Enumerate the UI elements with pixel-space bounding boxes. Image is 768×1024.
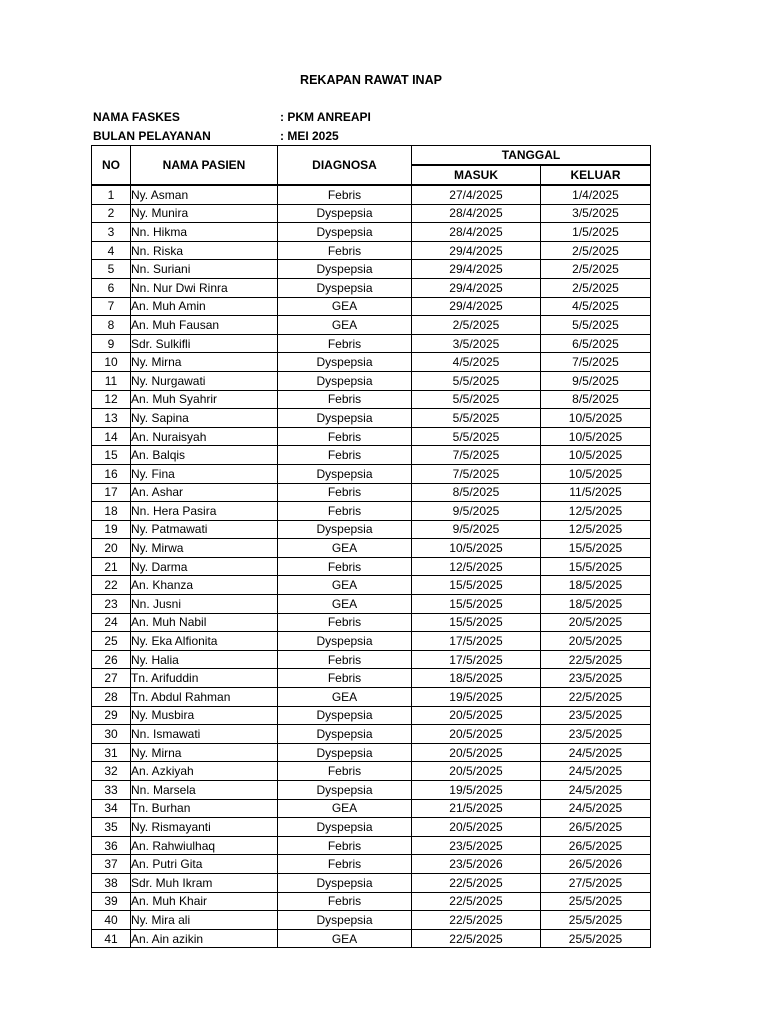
cell-nama-pasien: Nn. Riska (131, 241, 278, 260)
cell-tanggal-masuk: 20/5/2025 (412, 706, 541, 725)
table-row (92, 334, 651, 353)
cell-nama-pasien: An. Balqis (131, 446, 278, 465)
cell-diagnosa: GEA (278, 297, 412, 316)
cell-tanggal-masuk: 7/5/2025 (412, 464, 541, 483)
cell-tanggal-keluar: 26/5/2025 (541, 818, 651, 837)
cell-tanggal-keluar: 8/5/2025 (541, 390, 651, 409)
cell-tanggal-keluar: 20/5/2025 (541, 613, 651, 632)
cell-no: 18 (92, 502, 131, 521)
cell-diagnosa: Febris (278, 483, 412, 502)
cell-nama-pasien: Ny. Fina (131, 464, 278, 483)
cell-nama-pasien: Ny. Eka Alfionita (131, 632, 278, 651)
cell-no: 13 (92, 409, 131, 428)
bulan-row (93, 127, 339, 145)
cell-tanggal-keluar: 27/5/2025 (541, 873, 651, 892)
rawat-inap-table (91, 145, 651, 948)
cell-tanggal-masuk: 23/5/2026 (412, 855, 541, 874)
cell-nama-pasien: Nn. Suriani (131, 260, 278, 279)
table-row (92, 632, 651, 651)
table-row (92, 762, 651, 781)
cell-diagnosa: Dyspepsia (278, 223, 412, 242)
cell-no: 38 (92, 873, 131, 892)
cell-tanggal-keluar: 2/5/2025 (541, 260, 651, 279)
cell-nama-pasien: Ny. Mirwa (131, 539, 278, 558)
cell-no: 3 (92, 223, 131, 242)
cell-nama-pasien: Nn. Hikma (131, 223, 278, 242)
table-row (92, 390, 651, 409)
cell-tanggal-masuk: 10/5/2025 (412, 539, 541, 558)
page-title: REKAPAN RAWAT INAP (300, 73, 442, 87)
cell-nama-pasien: Ny. Mirna (131, 353, 278, 372)
cell-no: 32 (92, 762, 131, 781)
cell-tanggal-keluar: 3/5/2025 (541, 204, 651, 223)
cell-nama-pasien: Nn. Jusni (131, 595, 278, 614)
cell-nama-pasien: An. Khanza (131, 576, 278, 595)
cell-diagnosa: Febris (278, 892, 412, 911)
cell-tanggal-keluar: 18/5/2025 (541, 595, 651, 614)
cell-tanggal-masuk: 8/5/2025 (412, 483, 541, 502)
cell-nama-pasien: Ny. Darma (131, 557, 278, 576)
cell-diagnosa: GEA (278, 799, 412, 818)
cell-diagnosa: Febris (278, 557, 412, 576)
cell-no: 22 (92, 576, 131, 595)
cell-tanggal-masuk: 12/5/2025 (412, 557, 541, 576)
cell-nama-pasien: Ny. Mirna (131, 743, 278, 762)
table-row (92, 241, 651, 260)
cell-tanggal-masuk: 27/4/2025 (412, 185, 541, 204)
cell-diagnosa: Dyspepsia (278, 725, 412, 744)
cell-tanggal-keluar: 5/5/2025 (541, 316, 651, 335)
cell-nama-pasien: Sdr. Muh Ikram (131, 873, 278, 892)
cell-tanggal-keluar: 11/5/2025 (541, 483, 651, 502)
cell-no: 11 (92, 371, 131, 390)
cell-tanggal-keluar: 23/5/2025 (541, 706, 651, 725)
cell-diagnosa: Dyspepsia (278, 520, 412, 539)
faskes-value: : PKM ANREAPI (280, 110, 371, 124)
cell-tanggal-masuk: 21/5/2025 (412, 799, 541, 818)
cell-tanggal-keluar: 6/5/2025 (541, 334, 651, 353)
cell-nama-pasien: Tn. Abdul Rahman (131, 688, 278, 707)
cell-no: 28 (92, 688, 131, 707)
cell-diagnosa: Dyspepsia (278, 706, 412, 725)
cell-nama-pasien: An. Ain azikin (131, 929, 278, 948)
table-row (92, 353, 651, 372)
cell-tanggal-masuk: 9/5/2025 (412, 502, 541, 521)
cell-nama-pasien: An. Putri Gita (131, 855, 278, 874)
header-keluar: KELUAR (541, 165, 651, 185)
cell-diagnosa: Febris (278, 650, 412, 669)
cell-tanggal-keluar: 24/5/2025 (541, 799, 651, 818)
cell-tanggal-masuk: 28/4/2025 (412, 223, 541, 242)
cell-diagnosa: Febris (278, 669, 412, 688)
cell-nama-pasien: Sdr. Sulkifli (131, 334, 278, 353)
cell-diagnosa: Febris (278, 836, 412, 855)
table-row (92, 911, 651, 930)
cell-tanggal-keluar: 22/5/2025 (541, 688, 651, 707)
cell-nama-pasien: Nn. Ismawati (131, 725, 278, 744)
cell-tanggal-keluar: 12/5/2025 (541, 520, 651, 539)
cell-nama-pasien: An. Nuraisyah (131, 427, 278, 446)
table-row (92, 725, 651, 744)
cell-tanggal-keluar: 4/5/2025 (541, 297, 651, 316)
cell-diagnosa: Dyspepsia (278, 204, 412, 223)
cell-tanggal-masuk: 20/5/2025 (412, 762, 541, 781)
cell-no: 34 (92, 799, 131, 818)
cell-no: 1 (92, 185, 131, 204)
table-row (92, 836, 651, 855)
cell-tanggal-masuk: 19/5/2025 (412, 688, 541, 707)
bulan-label: BULAN PELAYANAN (93, 128, 211, 143)
cell-no: 26 (92, 650, 131, 669)
cell-tanggal-masuk: 4/5/2025 (412, 353, 541, 372)
cell-diagnosa: GEA (278, 576, 412, 595)
cell-tanggal-keluar: 10/5/2025 (541, 409, 651, 428)
table-row (92, 818, 651, 837)
cell-nama-pasien: Ny. Sapina (131, 409, 278, 428)
cell-no: 23 (92, 595, 131, 614)
cell-no: 15 (92, 446, 131, 465)
cell-nama-pasien: An. Muh Amin (131, 297, 278, 316)
cell-tanggal-keluar: 10/5/2025 (541, 427, 651, 446)
table-row (92, 855, 651, 874)
faskes-label: NAMA FASKES (93, 110, 180, 124)
cell-tanggal-keluar: 24/5/2025 (541, 743, 651, 762)
bulan-value: : MEI 2025 (280, 128, 339, 143)
cell-tanggal-masuk: 29/4/2025 (412, 241, 541, 260)
table-row (92, 892, 651, 911)
cell-tanggal-keluar: 23/5/2025 (541, 669, 651, 688)
table-row (92, 595, 651, 614)
cell-no: 19 (92, 520, 131, 539)
cell-tanggal-masuk: 29/4/2025 (412, 260, 541, 279)
cell-diagnosa: Dyspepsia (278, 353, 412, 372)
cell-no: 37 (92, 855, 131, 874)
cell-tanggal-masuk: 22/5/2025 (412, 892, 541, 911)
cell-tanggal-masuk: 5/5/2025 (412, 390, 541, 409)
cell-no: 4 (92, 241, 131, 260)
cell-diagnosa: Dyspepsia (278, 632, 412, 651)
table-row (92, 669, 651, 688)
table-row (92, 743, 651, 762)
cell-diagnosa: Febris (278, 185, 412, 204)
table-row (92, 464, 651, 483)
cell-tanggal-masuk: 2/5/2025 (412, 316, 541, 335)
table-row (92, 688, 651, 707)
cell-diagnosa: GEA (278, 595, 412, 614)
cell-tanggal-masuk: 29/4/2025 (412, 297, 541, 316)
cell-tanggal-keluar: 9/5/2025 (541, 371, 651, 390)
cell-nama-pasien: Ny. Halia (131, 650, 278, 669)
cell-tanggal-keluar: 25/5/2025 (541, 892, 651, 911)
cell-tanggal-keluar: 23/5/2025 (541, 725, 651, 744)
cell-tanggal-masuk: 5/5/2025 (412, 427, 541, 446)
cell-nama-pasien: Tn. Burhan (131, 799, 278, 818)
cell-tanggal-keluar: 26/5/2025 (541, 836, 651, 855)
cell-diagnosa: Dyspepsia (278, 278, 412, 297)
cell-nama-pasien: Nn. Hera Pasira (131, 502, 278, 521)
cell-tanggal-keluar: 12/5/2025 (541, 502, 651, 521)
faskes-row (93, 108, 371, 126)
cell-no: 39 (92, 892, 131, 911)
table-row (92, 650, 651, 669)
table-row (92, 483, 651, 502)
cell-tanggal-masuk: 17/5/2025 (412, 632, 541, 651)
table-row (92, 297, 651, 316)
cell-tanggal-masuk: 19/5/2025 (412, 781, 541, 800)
cell-diagnosa: Febris (278, 762, 412, 781)
cell-nama-pasien: Ny. Rismayanti (131, 818, 278, 837)
cell-tanggal-keluar: 7/5/2025 (541, 353, 651, 372)
table-row (92, 260, 651, 279)
cell-tanggal-masuk: 20/5/2025 (412, 725, 541, 744)
cell-no: 8 (92, 316, 131, 335)
cell-tanggal-keluar: 25/5/2025 (541, 929, 651, 948)
cell-tanggal-keluar: 1/5/2025 (541, 223, 651, 242)
table-row (92, 576, 651, 595)
cell-nama-pasien: Ny. Munira (131, 204, 278, 223)
cell-no: 31 (92, 743, 131, 762)
cell-tanggal-keluar: 2/5/2025 (541, 241, 651, 260)
table-row (92, 929, 651, 948)
cell-tanggal-keluar: 20/5/2025 (541, 632, 651, 651)
cell-diagnosa: Febris (278, 446, 412, 465)
table-row (92, 799, 651, 818)
cell-nama-pasien: An. Muh Khair (131, 892, 278, 911)
cell-nama-pasien: Ny. Asman (131, 185, 278, 204)
cell-tanggal-masuk: 22/5/2025 (412, 873, 541, 892)
cell-no: 7 (92, 297, 131, 316)
table-row (92, 873, 651, 892)
table-row (92, 557, 651, 576)
cell-nama-pasien: An. Muh Fausan (131, 316, 278, 335)
cell-tanggal-keluar: 24/5/2025 (541, 762, 651, 781)
header-masuk: MASUK (412, 165, 541, 185)
cell-no: 33 (92, 781, 131, 800)
cell-no: 25 (92, 632, 131, 651)
cell-tanggal-keluar: 2/5/2025 (541, 278, 651, 297)
cell-no: 10 (92, 353, 131, 372)
table-row (92, 409, 651, 428)
cell-nama-pasien: Ny. Musbira (131, 706, 278, 725)
cell-tanggal-masuk: 18/5/2025 (412, 669, 541, 688)
cell-no: 12 (92, 390, 131, 409)
table-row (92, 502, 651, 521)
cell-tanggal-masuk: 22/5/2025 (412, 929, 541, 948)
cell-nama-pasien: Ny. Patmawati (131, 520, 278, 539)
header-nama: NAMA PASIEN (131, 146, 278, 186)
cell-no: 35 (92, 818, 131, 837)
cell-tanggal-masuk: 20/5/2025 (412, 743, 541, 762)
cell-no: 2 (92, 204, 131, 223)
cell-tanggal-masuk: 29/4/2025 (412, 278, 541, 297)
cell-diagnosa: Febris (278, 502, 412, 521)
cell-diagnosa: Febris (278, 334, 412, 353)
cell-no: 20 (92, 539, 131, 558)
cell-tanggal-keluar: 26/5/2026 (541, 855, 651, 874)
cell-diagnosa: Dyspepsia (278, 818, 412, 837)
cell-tanggal-keluar: 25/5/2025 (541, 911, 651, 930)
cell-diagnosa: Dyspepsia (278, 743, 412, 762)
cell-diagnosa: GEA (278, 688, 412, 707)
cell-no: 16 (92, 464, 131, 483)
cell-diagnosa: Febris (278, 613, 412, 632)
table-row (92, 520, 651, 539)
cell-tanggal-masuk: 5/5/2025 (412, 409, 541, 428)
cell-no: 5 (92, 260, 131, 279)
cell-no: 41 (92, 929, 131, 948)
cell-tanggal-masuk: 15/5/2025 (412, 595, 541, 614)
cell-diagnosa: Dyspepsia (278, 260, 412, 279)
cell-no: 27 (92, 669, 131, 688)
cell-nama-pasien: An. Muh Syahrir (131, 390, 278, 409)
cell-tanggal-keluar: 1/4/2025 (541, 185, 651, 204)
table-body (92, 185, 651, 948)
cell-diagnosa: Dyspepsia (278, 409, 412, 428)
cell-diagnosa: GEA (278, 316, 412, 335)
table-row (92, 278, 651, 297)
cell-nama-pasien: An. Muh Nabil (131, 613, 278, 632)
cell-diagnosa: GEA (278, 539, 412, 558)
cell-tanggal-keluar: 18/5/2025 (541, 576, 651, 595)
cell-tanggal-masuk: 23/5/2025 (412, 836, 541, 855)
header-diagnosa: DIAGNOSA (278, 146, 412, 186)
cell-diagnosa: Dyspepsia (278, 371, 412, 390)
cell-no: 24 (92, 613, 131, 632)
cell-nama-pasien: Nn. Nur Dwi Rinra (131, 278, 278, 297)
cell-no: 21 (92, 557, 131, 576)
cell-diagnosa: Febris (278, 427, 412, 446)
cell-diagnosa: Dyspepsia (278, 464, 412, 483)
cell-diagnosa: GEA (278, 929, 412, 948)
table-row (92, 706, 651, 725)
cell-tanggal-masuk: 5/5/2025 (412, 371, 541, 390)
cell-nama-pasien: An. Azkiyah (131, 762, 278, 781)
cell-no: 14 (92, 427, 131, 446)
cell-diagnosa: Febris (278, 855, 412, 874)
cell-tanggal-masuk: 9/5/2025 (412, 520, 541, 539)
header-tanggal: TANGGAL (412, 146, 651, 166)
cell-diagnosa: Dyspepsia (278, 911, 412, 930)
table-row (92, 427, 651, 446)
cell-tanggal-masuk: 7/5/2025 (412, 446, 541, 465)
table-row (92, 539, 651, 558)
cell-tanggal-keluar: 10/5/2025 (541, 464, 651, 483)
cell-tanggal-keluar: 15/5/2025 (541, 539, 651, 558)
table-row (92, 185, 651, 204)
cell-nama-pasien: An. Ashar (131, 483, 278, 502)
cell-diagnosa: Febris (278, 241, 412, 260)
cell-no: 30 (92, 725, 131, 744)
cell-no: 6 (92, 278, 131, 297)
cell-tanggal-masuk: 22/5/2025 (412, 911, 541, 930)
cell-no: 17 (92, 483, 131, 502)
table-row (92, 371, 651, 390)
table-row (92, 613, 651, 632)
cell-tanggal-masuk: 20/5/2025 (412, 818, 541, 837)
cell-nama-pasien: Ny. Mira ali (131, 911, 278, 930)
cell-no: 9 (92, 334, 131, 353)
cell-nama-pasien: Tn. Arifuddin (131, 669, 278, 688)
cell-tanggal-keluar: 10/5/2025 (541, 446, 651, 465)
cell-no: 36 (92, 836, 131, 855)
cell-no: 29 (92, 706, 131, 725)
table-row (92, 204, 651, 223)
cell-tanggal-masuk: 15/5/2025 (412, 576, 541, 595)
cell-tanggal-keluar: 22/5/2025 (541, 650, 651, 669)
cell-nama-pasien: An. Rahwiulhaq (131, 836, 278, 855)
cell-diagnosa: Dyspepsia (278, 781, 412, 800)
header-no: NO (92, 146, 131, 186)
cell-no: 40 (92, 911, 131, 930)
cell-diagnosa: Febris (278, 390, 412, 409)
table-row (92, 223, 651, 242)
cell-nama-pasien: Nn. Marsela (131, 781, 278, 800)
cell-tanggal-masuk: 17/5/2025 (412, 650, 541, 669)
cell-diagnosa: Dyspepsia (278, 873, 412, 892)
table-row (92, 316, 651, 335)
cell-tanggal-keluar: 15/5/2025 (541, 557, 651, 576)
cell-tanggal-keluar: 24/5/2025 (541, 781, 651, 800)
cell-tanggal-masuk: 15/5/2025 (412, 613, 541, 632)
cell-tanggal-masuk: 28/4/2025 (412, 204, 541, 223)
cell-tanggal-masuk: 3/5/2025 (412, 334, 541, 353)
table-row (92, 446, 651, 465)
table-row (92, 781, 651, 800)
cell-nama-pasien: Ny. Nurgawati (131, 371, 278, 390)
